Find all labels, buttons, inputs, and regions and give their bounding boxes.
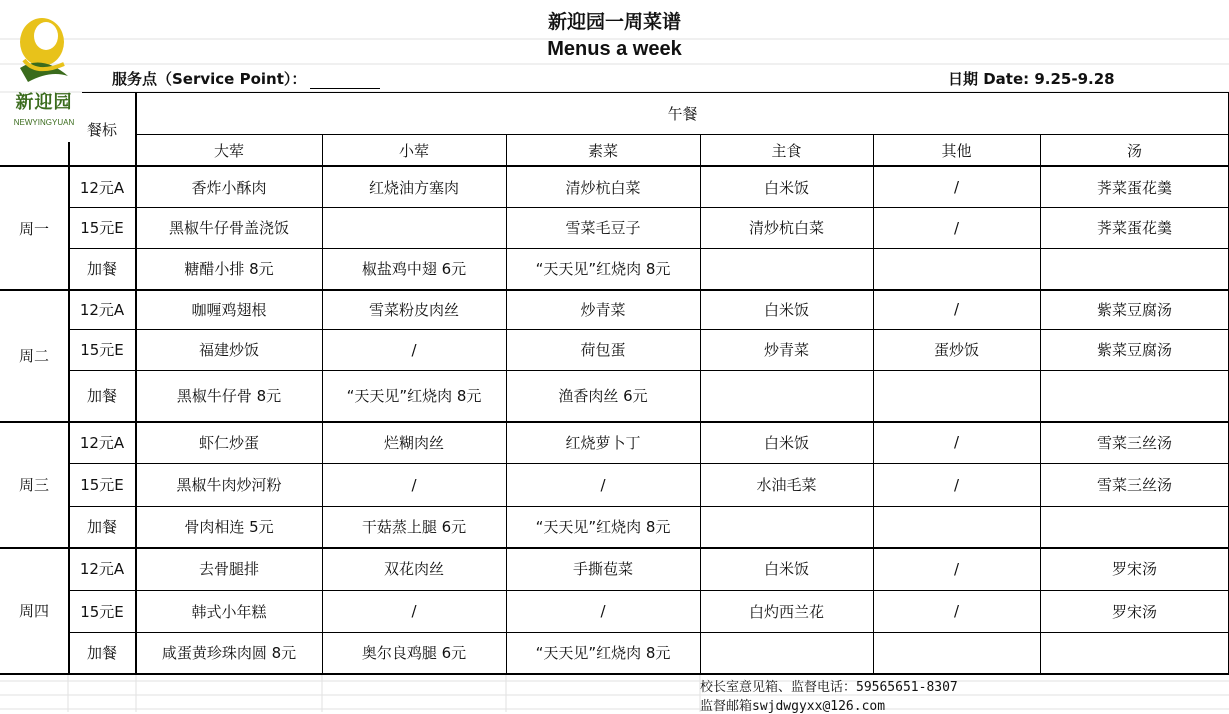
menu-cell: “天天见”红烧肉 8元 [346,387,482,405]
menu-cell: 去骨腿排 [198,560,259,578]
menu-cell: 白灼西兰花 [748,602,824,621]
meal-tag: 加餐 [86,387,117,405]
menu-cell: / [953,475,960,494]
day-label: 周一 [18,219,49,238]
header-mid-border [136,134,1229,135]
menu-cell [700,370,873,421]
header-column-2: 小荤 [398,142,429,160]
table-border [0,166,68,167]
menu-cell: 雪菜粉皮肉丝 [368,300,459,319]
menu-cell: 糖醋小排 8元 [184,260,274,278]
menu-cell: 雪菜三丝汤 [1096,476,1172,494]
menu-cell [700,506,873,547]
menu-cell: / [953,300,960,318]
row-border [68,590,1229,591]
header-meal-tag: 餐标 [86,121,117,139]
menu-cell: / [600,475,606,494]
menu-cell: / [953,433,960,451]
menu-cell: 黑椒牛仔骨盖浇饭 [168,219,289,237]
menu-cell [1040,632,1229,673]
meal-tag: 12元A [79,300,125,319]
header-bottom-border [0,165,1229,167]
menu-cell [700,632,873,673]
menu-cell: 雪菜三丝汤 [1096,433,1172,452]
menu-cell: 罗宋汤 [1111,602,1157,621]
menu-cell [1040,506,1229,547]
table-border [1040,134,1041,167]
menu-cell: 白米饭 [763,433,809,452]
menu-cell: 水油毛菜 [756,476,817,494]
day-label: 周二 [18,346,49,365]
meal-tag: 15元E [80,602,124,621]
menu-cell: / [953,559,960,578]
menu-cell [700,248,873,289]
menu-cell: 白米饭 [763,300,809,319]
menu-cell: 黑椒牛仔骨 8元 [176,387,282,405]
menu-cell: 干菇蒸上腿 6元 [361,518,467,536]
row-border [68,370,1229,371]
menu-cell: “天天见”红烧肉 8元 [535,644,671,662]
menu-cell: 椒盐鸡中翅 6元 [361,260,467,278]
header-column-4: 主食 [771,142,802,160]
table-border [1040,167,1041,673]
menu-cell: 咖喱鸡翅根 [191,300,267,319]
header-lunch: 午餐 [667,104,698,123]
menu-cell: / [411,340,417,359]
meal-tag: 加餐 [86,644,117,662]
service-point-label: 服务点（Service Point）： [112,70,307,88]
menu-cell: 奥尔良鸡腿 6元 [361,644,467,662]
menu-cell: 福建炒饭 [198,341,259,359]
table-border [68,142,70,167]
menu-cell: “天天见”红烧肉 8元 [535,518,671,536]
menu-cell: 荷包蛋 [580,341,626,359]
table-border [506,167,507,673]
title-chinese: 新迎园一周菜谱 [547,11,681,33]
menu-cell: 双花肉丝 [383,560,444,578]
meal-tag: 12元A [79,560,125,578]
menu-cell [873,506,1040,547]
table-border [135,167,137,673]
title-english: Menus a week [547,38,682,60]
table-border [873,167,874,673]
menu-cell: 红烧萝卜丁 [565,433,641,452]
table-border [873,134,874,167]
menu-cell: / [953,602,960,620]
meal-tag: 15元E [80,476,124,494]
table-border [700,134,701,167]
menu-cell: 红烧油方塞肉 [368,178,459,197]
day-label: 周三 [18,475,49,494]
menu-cell [1040,248,1229,289]
menu-cell: 黑椒牛肉炒河粉 [176,476,282,494]
menu-cell: 烂糊肉丝 [383,433,444,452]
menu-cell: 荠菜蛋花羹 [1096,178,1172,197]
menu-cell: 手撕苞菜 [572,560,633,578]
row-border [68,506,1229,507]
menu-cell: / [411,475,417,494]
menu-cell: 紫菜豆腐汤 [1096,341,1172,359]
meal-tag: 12元A [79,178,125,197]
day-label: 周四 [18,601,49,620]
menu-cell: 渔香肉丝 6元 [558,387,648,405]
menu-cell [322,207,506,248]
menu-cell: 蛋炒饭 [933,341,979,359]
menu-cell: 清炒杭白菜 [748,219,824,237]
menu-cell: 虾仁炒蛋 [198,433,259,452]
menu-cell: / [953,218,960,237]
menu-cell: 紫菜豆腐汤 [1096,300,1172,319]
row-border [68,632,1229,633]
supervision-email: 监督邮箱swjdwgyxx@126.com [700,699,886,714]
meal-tag: 加餐 [86,518,117,536]
menu-cell [873,248,1040,289]
service-point-blank [310,74,380,89]
header-top-border [82,92,1229,93]
feedback-phone: 校长室意见箱、监督电话：59565651-8307 [700,680,958,695]
service-point [112,68,380,89]
day-border [0,421,1229,423]
day-border [0,673,1229,675]
row-border [68,329,1229,330]
menu-date: 日期 Date: 9.25-9.28 [948,70,1115,88]
header-column-5: 其他 [941,142,972,160]
header-column-3: 素菜 [587,142,618,160]
meal-tag: 15元E [80,341,124,359]
menu-cell [1040,370,1229,421]
meal-tag: 15元E [80,219,124,237]
menu-cell: 罗宋汤 [1111,560,1157,578]
menu-cell: / [411,602,417,620]
logo-text: 新迎园 [15,92,73,113]
meal-tag: 12元A [79,433,125,452]
menu-cell: 荠菜蛋花羹 [1096,219,1172,237]
header-column-6: 汤 [1126,142,1142,160]
menu-cell: 炒青菜 [763,341,809,359]
menu-cell [873,632,1040,673]
header-column-1: 大荤 [213,142,244,160]
menu-cell: 白米饭 [763,560,809,578]
menu-cell: 雪菜毛豆子 [565,219,641,237]
menu-cell: 清炒杭白菜 [565,178,641,197]
table-border [322,167,323,673]
meal-tag: 加餐 [86,260,117,278]
table-border [135,92,137,167]
row-border [68,248,1229,249]
menu-cell: / [953,178,960,196]
menu-cell: 韩式小年糕 [191,602,267,621]
menu-cell: 咸蛋黄珍珠肉圆 8元 [161,644,297,662]
menu-cell: 白米饭 [763,178,809,197]
menu-cell: 骨肉相连 5元 [184,518,274,536]
menu-cell: “天天见”红烧肉 8元 [535,260,671,278]
menu-cell: 香炸小酥肉 [191,178,267,197]
table-border [68,167,70,673]
table-border [506,134,507,167]
menu-cell: 炒青菜 [580,300,626,319]
menu-cell: / [600,602,606,620]
row-border [68,207,1229,208]
table-border [700,167,701,673]
logo-subtext: NEWYINGYUAN [13,118,75,127]
day-border [0,289,1229,291]
row-border [68,463,1229,464]
day-border [0,547,1229,549]
menu-cell [873,370,1040,421]
table-border [322,134,323,167]
